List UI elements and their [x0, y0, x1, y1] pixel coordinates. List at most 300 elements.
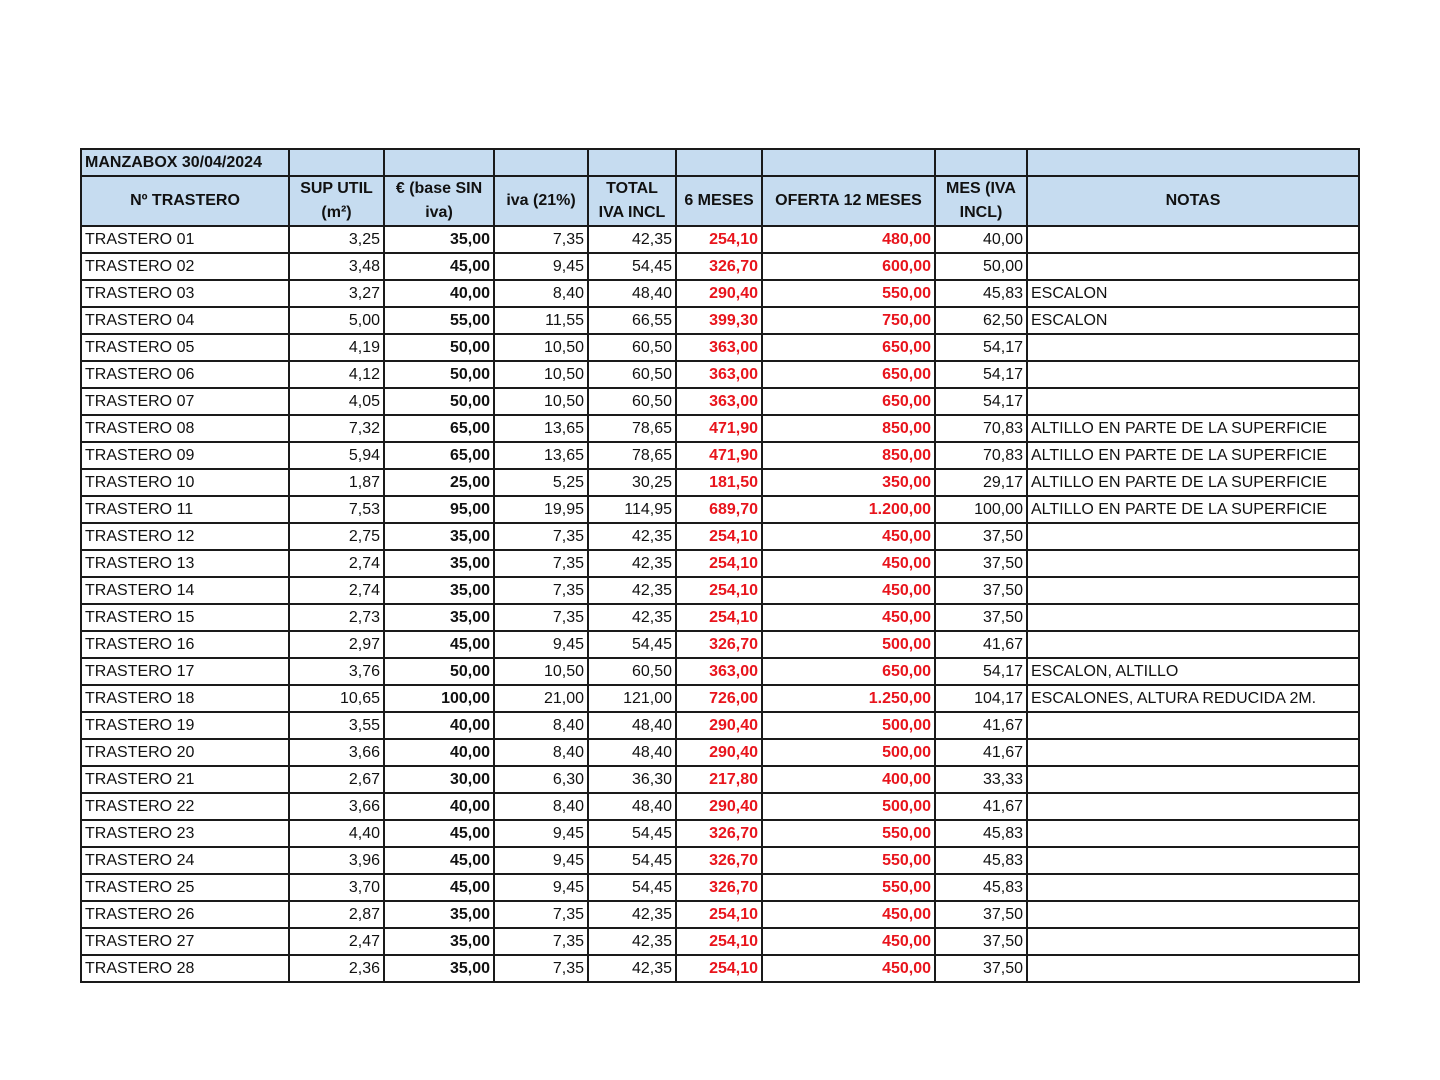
cell-base-price: 50,00	[384, 658, 494, 685]
cell-monthly-incl-vat: 33,33	[935, 766, 1027, 793]
cell-monthly-incl-vat: 62,50	[935, 307, 1027, 334]
table-row	[81, 658, 1359, 685]
cell-total-incl-vat: 42,35	[588, 523, 676, 550]
cell-vat: 7,35	[494, 604, 588, 631]
cell-vat: 19,95	[494, 496, 588, 523]
cell-base-price: 35,00	[384, 901, 494, 928]
header-vat: iva (21%)	[494, 176, 588, 226]
cell-usable-area: 2,87	[289, 901, 384, 928]
cell-usable-area: 5,00	[289, 307, 384, 334]
cell-usable-area: 7,53	[289, 496, 384, 523]
cell-vat: 9,45	[494, 847, 588, 874]
cell-notes	[1027, 334, 1359, 361]
cell-storage-number: TRASTERO 25	[81, 874, 289, 901]
cell-monthly-incl-vat: 70,83	[935, 442, 1027, 469]
table-row	[81, 793, 1359, 820]
table-row	[81, 280, 1359, 307]
table-row	[81, 550, 1359, 577]
cell-monthly-incl-vat: 70,83	[935, 415, 1027, 442]
cell-base-price: 40,00	[384, 280, 494, 307]
cell-storage-number: TRASTERO 12	[81, 523, 289, 550]
cell-total-incl-vat: 121,00	[588, 685, 676, 712]
cell-storage-number: TRASTERO 21	[81, 766, 289, 793]
cell-usable-area: 3,66	[289, 793, 384, 820]
cell-total-incl-vat: 60,50	[588, 334, 676, 361]
cell-vat: 8,40	[494, 280, 588, 307]
table-row	[81, 307, 1359, 334]
header-twelve-month-offer: OFERTA 12 MESES	[762, 176, 935, 226]
cell-six-months: 290,40	[676, 280, 762, 307]
title-row-empty-cell	[289, 149, 384, 176]
cell-vat: 9,45	[494, 253, 588, 280]
cell-storage-number: TRASTERO 18	[81, 685, 289, 712]
cell-vat: 9,45	[494, 820, 588, 847]
cell-total-incl-vat: 54,45	[588, 253, 676, 280]
cell-total-incl-vat: 54,45	[588, 631, 676, 658]
cell-total-incl-vat: 78,65	[588, 415, 676, 442]
cell-storage-number: TRASTERO 09	[81, 442, 289, 469]
cell-base-price: 100,00	[384, 685, 494, 712]
cell-usable-area: 3,76	[289, 658, 384, 685]
cell-six-months: 254,10	[676, 604, 762, 631]
cell-monthly-incl-vat: 54,17	[935, 388, 1027, 415]
cell-vat: 7,35	[494, 550, 588, 577]
cell-total-incl-vat: 42,35	[588, 577, 676, 604]
cell-base-price: 30,00	[384, 766, 494, 793]
cell-storage-number: TRASTERO 15	[81, 604, 289, 631]
cell-vat: 9,45	[494, 874, 588, 901]
cell-monthly-incl-vat: 41,67	[935, 712, 1027, 739]
cell-usable-area: 5,94	[289, 442, 384, 469]
title-row-empty-cell	[384, 149, 494, 176]
cell-twelve-month-offer: 850,00	[762, 415, 935, 442]
cell-twelve-month-offer: 500,00	[762, 631, 935, 658]
cell-monthly-incl-vat: 45,83	[935, 820, 1027, 847]
cell-base-price: 50,00	[384, 361, 494, 388]
cell-usable-area: 4,05	[289, 388, 384, 415]
table-row	[81, 415, 1359, 442]
cell-storage-number: TRASTERO 08	[81, 415, 289, 442]
cell-monthly-incl-vat: 104,17	[935, 685, 1027, 712]
table-row	[81, 577, 1359, 604]
cell-six-months: 363,00	[676, 334, 762, 361]
cell-base-price: 65,00	[384, 415, 494, 442]
cell-notes	[1027, 766, 1359, 793]
cell-storage-number: TRASTERO 06	[81, 361, 289, 388]
table-row	[81, 334, 1359, 361]
cell-notes	[1027, 739, 1359, 766]
cell-monthly-incl-vat: 41,67	[935, 793, 1027, 820]
cell-notes	[1027, 793, 1359, 820]
cell-six-months: 689,70	[676, 496, 762, 523]
table-body	[81, 149, 1359, 982]
cell-six-months: 471,90	[676, 442, 762, 469]
cell-total-incl-vat: 60,50	[588, 361, 676, 388]
cell-base-price: 95,00	[384, 496, 494, 523]
cell-notes: ESCALON, ALTILLO	[1027, 658, 1359, 685]
cell-usable-area: 4,12	[289, 361, 384, 388]
cell-six-months: 254,10	[676, 928, 762, 955]
cell-total-incl-vat: 48,40	[588, 712, 676, 739]
cell-twelve-month-offer: 750,00	[762, 307, 935, 334]
cell-base-price: 35,00	[384, 604, 494, 631]
cell-twelve-month-offer: 480,00	[762, 226, 935, 253]
cell-base-price: 35,00	[384, 550, 494, 577]
cell-usable-area: 10,65	[289, 685, 384, 712]
table-row	[81, 766, 1359, 793]
cell-vat: 9,45	[494, 631, 588, 658]
cell-usable-area: 7,32	[289, 415, 384, 442]
cell-twelve-month-offer: 1.250,00	[762, 685, 935, 712]
cell-monthly-incl-vat: 29,17	[935, 469, 1027, 496]
cell-total-incl-vat: 54,45	[588, 847, 676, 874]
cell-base-price: 45,00	[384, 820, 494, 847]
title-row-empty-cell	[1027, 149, 1359, 176]
cell-total-incl-vat: 42,35	[588, 604, 676, 631]
table-row	[81, 496, 1359, 523]
cell-monthly-incl-vat: 54,17	[935, 658, 1027, 685]
cell-usable-area: 3,55	[289, 712, 384, 739]
cell-notes	[1027, 604, 1359, 631]
cell-notes	[1027, 253, 1359, 280]
cell-six-months: 326,70	[676, 253, 762, 280]
cell-twelve-month-offer: 550,00	[762, 820, 935, 847]
cell-usable-area: 3,27	[289, 280, 384, 307]
cell-notes	[1027, 631, 1359, 658]
cell-usable-area: 3,96	[289, 847, 384, 874]
cell-monthly-incl-vat: 45,83	[935, 847, 1027, 874]
cell-storage-number: TRASTERO 03	[81, 280, 289, 307]
cell-vat: 7,35	[494, 955, 588, 982]
cell-usable-area: 2,47	[289, 928, 384, 955]
cell-base-price: 35,00	[384, 955, 494, 982]
cell-base-price: 45,00	[384, 253, 494, 280]
cell-notes	[1027, 361, 1359, 388]
cell-storage-number: TRASTERO 14	[81, 577, 289, 604]
cell-six-months: 399,30	[676, 307, 762, 334]
cell-twelve-month-offer: 450,00	[762, 928, 935, 955]
cell-monthly-incl-vat: 37,50	[935, 523, 1027, 550]
cell-six-months: 290,40	[676, 793, 762, 820]
cell-twelve-month-offer: 500,00	[762, 793, 935, 820]
cell-monthly-incl-vat: 37,50	[935, 550, 1027, 577]
cell-usable-area: 3,70	[289, 874, 384, 901]
cell-usable-area: 2,74	[289, 577, 384, 604]
cell-notes: ALTILLO EN PARTE DE LA SUPERFICIE	[1027, 442, 1359, 469]
cell-total-incl-vat: 36,30	[588, 766, 676, 793]
cell-storage-number: TRASTERO 28	[81, 955, 289, 982]
header-usable-area: SUP UTIL (m²)	[289, 176, 384, 226]
cell-vat: 7,35	[494, 523, 588, 550]
cell-six-months: 254,10	[676, 550, 762, 577]
cell-usable-area: 2,67	[289, 766, 384, 793]
table-row	[81, 847, 1359, 874]
cell-total-incl-vat: 114,95	[588, 496, 676, 523]
header-base-price: € (base SIN iva)	[384, 176, 494, 226]
cell-storage-number: TRASTERO 24	[81, 847, 289, 874]
cell-twelve-month-offer: 850,00	[762, 442, 935, 469]
cell-six-months: 254,10	[676, 955, 762, 982]
cell-vat: 7,35	[494, 577, 588, 604]
cell-total-incl-vat: 42,35	[588, 901, 676, 928]
cell-total-incl-vat: 66,55	[588, 307, 676, 334]
cell-six-months: 217,80	[676, 766, 762, 793]
table-row	[81, 928, 1359, 955]
cell-base-price: 40,00	[384, 739, 494, 766]
cell-base-price: 35,00	[384, 523, 494, 550]
cell-base-price: 65,00	[384, 442, 494, 469]
cell-total-incl-vat: 42,35	[588, 955, 676, 982]
cell-monthly-incl-vat: 40,00	[935, 226, 1027, 253]
cell-storage-number: TRASTERO 17	[81, 658, 289, 685]
cell-total-incl-vat: 42,35	[588, 550, 676, 577]
cell-storage-number: TRASTERO 02	[81, 253, 289, 280]
cell-monthly-incl-vat: 41,67	[935, 739, 1027, 766]
cell-monthly-incl-vat: 37,50	[935, 955, 1027, 982]
cell-monthly-incl-vat: 41,67	[935, 631, 1027, 658]
cell-base-price: 35,00	[384, 226, 494, 253]
cell-usable-area: 3,48	[289, 253, 384, 280]
cell-twelve-month-offer: 550,00	[762, 847, 935, 874]
cell-vat: 21,00	[494, 685, 588, 712]
cell-notes: ALTILLO EN PARTE DE LA SUPERFICIE	[1027, 415, 1359, 442]
cell-total-incl-vat: 60,50	[588, 658, 676, 685]
title-row-empty-cell	[762, 149, 935, 176]
table-row	[81, 253, 1359, 280]
cell-six-months: 363,00	[676, 658, 762, 685]
cell-usable-area: 4,40	[289, 820, 384, 847]
cell-total-incl-vat: 42,35	[588, 928, 676, 955]
cell-monthly-incl-vat: 37,50	[935, 604, 1027, 631]
header-storage-number: Nº TRASTERO	[81, 176, 289, 226]
storage-units-price-table	[80, 148, 1360, 983]
cell-storage-number: TRASTERO 20	[81, 739, 289, 766]
table-row	[81, 901, 1359, 928]
table-row	[81, 631, 1359, 658]
cell-six-months: 254,10	[676, 577, 762, 604]
header-monthly-incl-vat: MES (IVA INCL)	[935, 176, 1027, 226]
title-row-empty-cell	[494, 149, 588, 176]
cell-storage-number: TRASTERO 07	[81, 388, 289, 415]
cell-twelve-month-offer: 500,00	[762, 712, 935, 739]
cell-twelve-month-offer: 450,00	[762, 577, 935, 604]
cell-vat: 5,25	[494, 469, 588, 496]
cell-usable-area: 2,74	[289, 550, 384, 577]
cell-notes	[1027, 550, 1359, 577]
cell-total-incl-vat: 54,45	[588, 820, 676, 847]
cell-twelve-month-offer: 450,00	[762, 550, 935, 577]
cell-twelve-month-offer: 600,00	[762, 253, 935, 280]
cell-total-incl-vat: 48,40	[588, 739, 676, 766]
cell-total-incl-vat: 78,65	[588, 442, 676, 469]
cell-six-months: 326,70	[676, 847, 762, 874]
cell-storage-number: TRASTERO 19	[81, 712, 289, 739]
cell-vat: 8,40	[494, 739, 588, 766]
cell-storage-number: TRASTERO 04	[81, 307, 289, 334]
table-row	[81, 388, 1359, 415]
cell-six-months: 254,10	[676, 901, 762, 928]
cell-twelve-month-offer: 550,00	[762, 280, 935, 307]
table-row	[81, 226, 1359, 253]
cell-base-price: 35,00	[384, 577, 494, 604]
cell-storage-number: TRASTERO 23	[81, 820, 289, 847]
cell-six-months: 326,70	[676, 874, 762, 901]
cell-base-price: 45,00	[384, 847, 494, 874]
table-row	[81, 820, 1359, 847]
cell-usable-area: 2,97	[289, 631, 384, 658]
cell-twelve-month-offer: 550,00	[762, 874, 935, 901]
cell-twelve-month-offer: 650,00	[762, 388, 935, 415]
cell-six-months: 290,40	[676, 739, 762, 766]
cell-vat: 10,50	[494, 658, 588, 685]
cell-notes: ESCALON	[1027, 307, 1359, 334]
cell-notes	[1027, 820, 1359, 847]
cell-monthly-incl-vat: 37,50	[935, 901, 1027, 928]
header-six-months: 6 MESES	[676, 176, 762, 226]
cell-vat: 10,50	[494, 388, 588, 415]
cell-notes	[1027, 388, 1359, 415]
cell-notes: ESCALONES, ALTURA REDUCIDA 2M.	[1027, 685, 1359, 712]
cell-vat: 6,30	[494, 766, 588, 793]
cell-vat: 10,50	[494, 361, 588, 388]
cell-total-incl-vat: 30,25	[588, 469, 676, 496]
title-row-empty-cell	[676, 149, 762, 176]
cell-notes	[1027, 847, 1359, 874]
cell-vat: 13,65	[494, 415, 588, 442]
cell-base-price: 50,00	[384, 334, 494, 361]
sheet-title: MANZABOX 30/04/2024	[81, 149, 289, 176]
cell-monthly-incl-vat: 54,17	[935, 334, 1027, 361]
title-row	[81, 149, 1359, 176]
cell-vat: 8,40	[494, 793, 588, 820]
cell-vat: 7,35	[494, 226, 588, 253]
cell-storage-number: TRASTERO 26	[81, 901, 289, 928]
cell-six-months: 254,10	[676, 523, 762, 550]
cell-usable-area: 2,75	[289, 523, 384, 550]
header-row	[81, 176, 1359, 226]
cell-notes: ALTILLO EN PARTE DE LA SUPERFICIE	[1027, 496, 1359, 523]
cell-vat: 8,40	[494, 712, 588, 739]
cell-vat: 7,35	[494, 901, 588, 928]
cell-six-months: 326,70	[676, 631, 762, 658]
cell-six-months: 726,00	[676, 685, 762, 712]
cell-six-months: 254,10	[676, 226, 762, 253]
cell-base-price: 25,00	[384, 469, 494, 496]
cell-notes	[1027, 901, 1359, 928]
cell-notes	[1027, 523, 1359, 550]
table-row	[81, 955, 1359, 982]
cell-usable-area: 1,87	[289, 469, 384, 496]
cell-total-incl-vat: 54,45	[588, 874, 676, 901]
cell-six-months: 363,00	[676, 361, 762, 388]
cell-vat: 7,35	[494, 928, 588, 955]
cell-notes	[1027, 577, 1359, 604]
cell-usable-area: 2,36	[289, 955, 384, 982]
table-row	[81, 469, 1359, 496]
table-row	[81, 712, 1359, 739]
table-row	[81, 874, 1359, 901]
table-row	[81, 685, 1359, 712]
cell-twelve-month-offer: 450,00	[762, 901, 935, 928]
cell-twelve-month-offer: 1.200,00	[762, 496, 935, 523]
cell-base-price: 50,00	[384, 388, 494, 415]
cell-usable-area: 2,73	[289, 604, 384, 631]
cell-notes: ALTILLO EN PARTE DE LA SUPERFICIE	[1027, 469, 1359, 496]
table-row	[81, 739, 1359, 766]
cell-twelve-month-offer: 650,00	[762, 658, 935, 685]
cell-storage-number: TRASTERO 05	[81, 334, 289, 361]
cell-notes	[1027, 928, 1359, 955]
cell-twelve-month-offer: 650,00	[762, 361, 935, 388]
cell-twelve-month-offer: 450,00	[762, 955, 935, 982]
cell-storage-number: TRASTERO 01	[81, 226, 289, 253]
cell-base-price: 40,00	[384, 712, 494, 739]
cell-total-incl-vat: 48,40	[588, 793, 676, 820]
cell-storage-number: TRASTERO 10	[81, 469, 289, 496]
cell-notes: ESCALON	[1027, 280, 1359, 307]
header-notes: NOTAS	[1027, 176, 1359, 226]
title-row-empty-cell	[588, 149, 676, 176]
cell-base-price: 40,00	[384, 793, 494, 820]
cell-storage-number: TRASTERO 22	[81, 793, 289, 820]
cell-twelve-month-offer: 500,00	[762, 739, 935, 766]
cell-base-price: 55,00	[384, 307, 494, 334]
cell-notes	[1027, 712, 1359, 739]
cell-notes	[1027, 226, 1359, 253]
cell-twelve-month-offer: 350,00	[762, 469, 935, 496]
cell-six-months: 290,40	[676, 712, 762, 739]
cell-monthly-incl-vat: 45,83	[935, 280, 1027, 307]
cell-monthly-incl-vat: 50,00	[935, 253, 1027, 280]
cell-six-months: 181,50	[676, 469, 762, 496]
cell-base-price: 45,00	[384, 631, 494, 658]
header-total-incl-vat: TOTAL IVA INCL	[588, 176, 676, 226]
cell-six-months: 326,70	[676, 820, 762, 847]
cell-total-incl-vat: 42,35	[588, 226, 676, 253]
cell-total-incl-vat: 60,50	[588, 388, 676, 415]
cell-vat: 10,50	[494, 334, 588, 361]
table-row	[81, 361, 1359, 388]
cell-notes	[1027, 955, 1359, 982]
cell-usable-area: 3,25	[289, 226, 384, 253]
cell-six-months: 471,90	[676, 415, 762, 442]
cell-twelve-month-offer: 450,00	[762, 604, 935, 631]
cell-base-price: 45,00	[384, 874, 494, 901]
cell-monthly-incl-vat: 100,00	[935, 496, 1027, 523]
cell-monthly-incl-vat: 54,17	[935, 361, 1027, 388]
cell-twelve-month-offer: 400,00	[762, 766, 935, 793]
cell-twelve-month-offer: 650,00	[762, 334, 935, 361]
cell-storage-number: TRASTERO 27	[81, 928, 289, 955]
cell-total-incl-vat: 48,40	[588, 280, 676, 307]
cell-usable-area: 4,19	[289, 334, 384, 361]
cell-six-months: 363,00	[676, 388, 762, 415]
cell-storage-number: TRASTERO 16	[81, 631, 289, 658]
table-row	[81, 442, 1359, 469]
cell-twelve-month-offer: 450,00	[762, 523, 935, 550]
cell-notes	[1027, 874, 1359, 901]
cell-usable-area: 3,66	[289, 739, 384, 766]
cell-vat: 13,65	[494, 442, 588, 469]
cell-vat: 11,55	[494, 307, 588, 334]
cell-storage-number: TRASTERO 11	[81, 496, 289, 523]
cell-monthly-incl-vat: 45,83	[935, 874, 1027, 901]
table-row	[81, 604, 1359, 631]
table-row	[81, 523, 1359, 550]
cell-monthly-incl-vat: 37,50	[935, 577, 1027, 604]
cell-storage-number: TRASTERO 13	[81, 550, 289, 577]
cell-base-price: 35,00	[384, 928, 494, 955]
